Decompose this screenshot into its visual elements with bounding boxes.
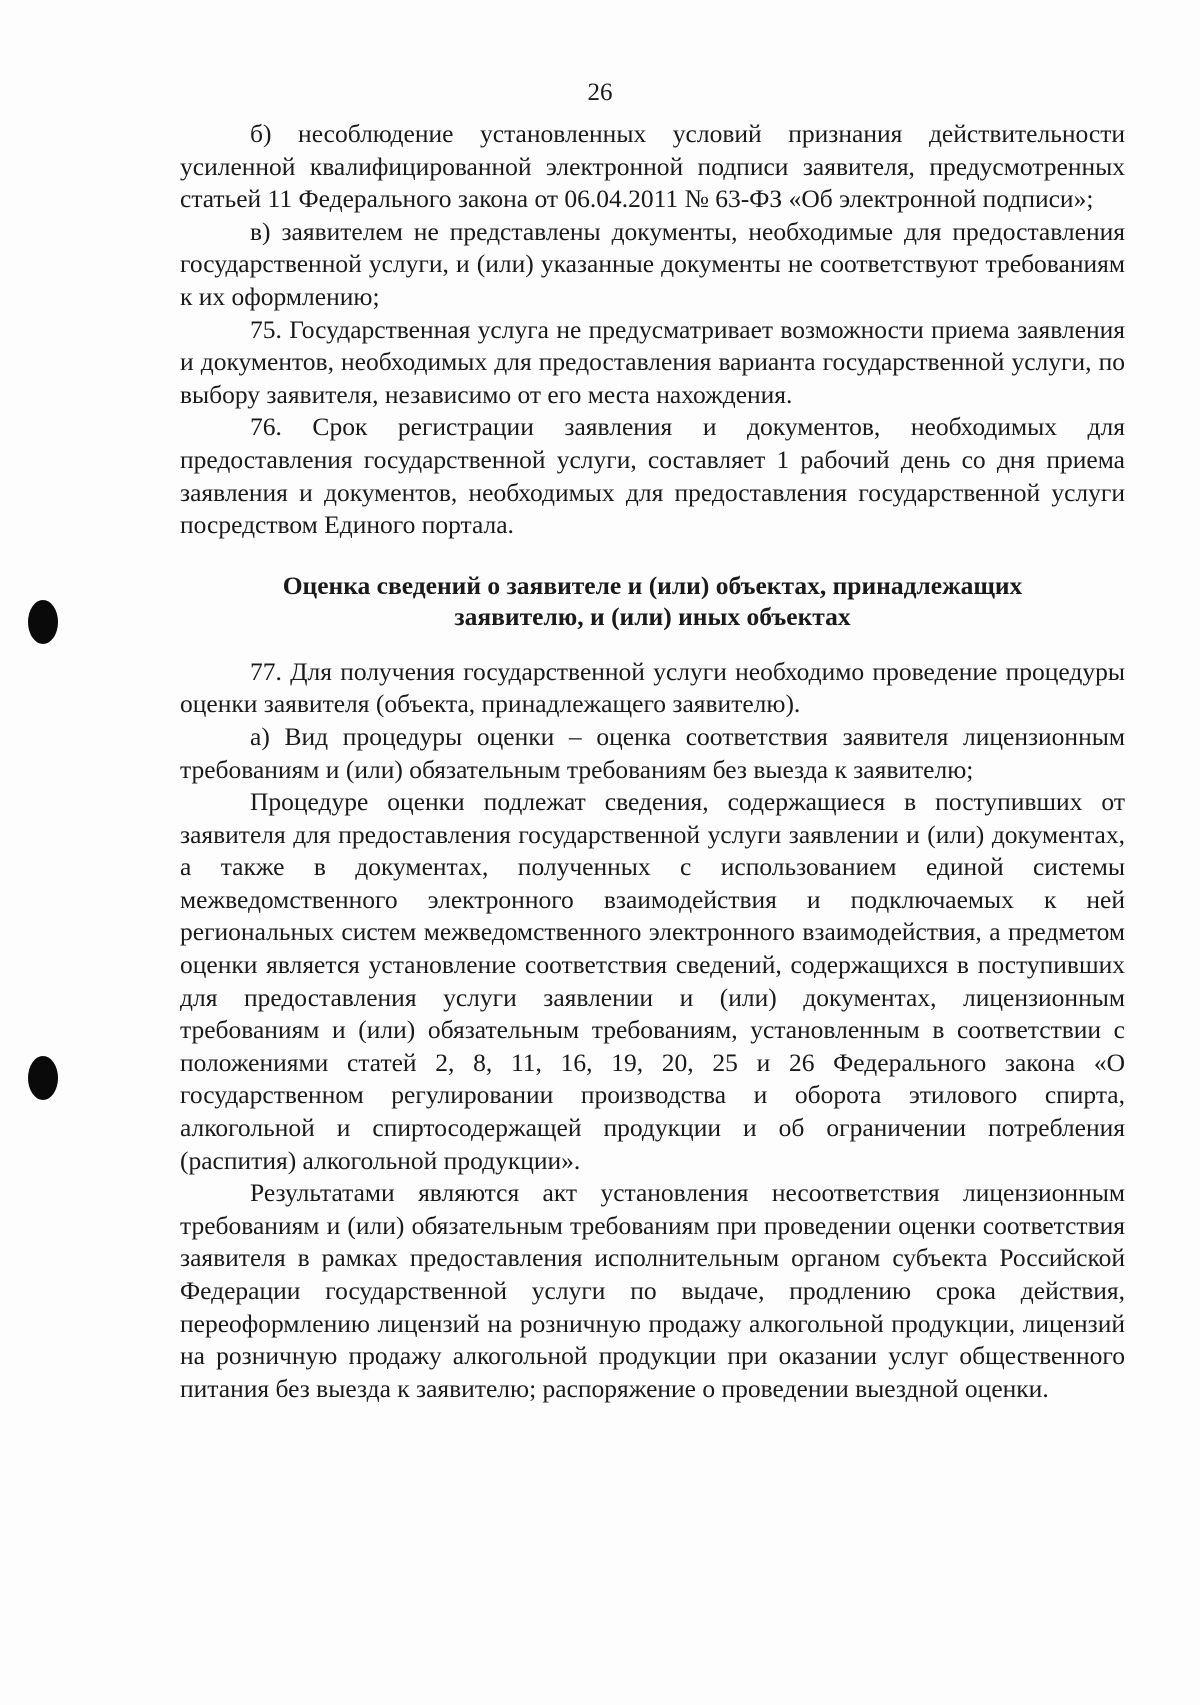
- punch-hole-mark: [28, 600, 58, 644]
- section-heading: Оценка сведений о заявителе и (или) объектах, принадлежащих заявителю, и (или) иных объектах: [282, 570, 1023, 631]
- document-body: [180, 118, 1125, 1405]
- paragraph-item-a: а) Вид процедуры оценки – оценка соответствия заявителя лицензионным требованиям и (или) обязательным требованиям без выезда к заявителю;: [180, 721, 1125, 784]
- paragraph-item-v: в) заявителем не представлены документы, необходимые для предоставления государственной услуги, и (или) указанные документы не соответствуют требованиям к их оформлению;: [180, 216, 1125, 311]
- punch-hole-mark: [28, 1056, 58, 1100]
- paragraph-75: 75. Государственная услуга не предусматривает возможности приема заявления и документов, необходимых для предоставления варианта государственной услуги, по выбору заявителя, независимо от его места нахождения.: [180, 314, 1125, 409]
- paragraph-76: 76. Срок регистрации заявления и документов, необходимых для предоставления государственной услуги, составляет 1 рабочий день со дня приема заявления и документов, необходимых для предоставления государственной услуги посредством Единого портала.: [180, 412, 1125, 540]
- page-number: 26: [587, 79, 613, 106]
- paragraph-77: 77. Для получения государственной услуги необходимо проведение процедуры оценки заявителя (объекта, принадлежащего заявителю).: [180, 656, 1125, 719]
- paragraph-assessment-subject: Процедуре оценки подлежат сведения, содержащиеся в поступивших от заявителя для предоставления государственной услуги заявлении и (или) документах, а также в документах, полученных с использованием единой системы межведомственного электронного взаимодействия и подключаемых к ней региональных систем межведомственного электронного взаимодействия, а предметом оценки является установление соответствия сведений, содержащихся в поступивших для предоставления услуги заявлении и (или) документах, лицензионным требованиям и (или) обязательным требованиям, установленным в соответствии с положениями статей 2, 8, 11, 16, 19, 20, 25 и 26 Федерального закона «О государственном регулировании производства и оборота этилового спирта, алкогольной и спиртосодержащей продукции и об ограничении потребления (распития) алкогольной продукции».: [180, 787, 1125, 1175]
- paragraph-item-b: б) несоблюдение установленных условий признания действительности усиленной квалифицированной электронной подписи заявителя, предусмотренных статьей 11 Федерального закона от 06.04.2011 № 63-ФЗ «Об электронной подписи»;: [180, 119, 1125, 214]
- paragraph-results: Результатами являются акт установления несоответствия лицензионным требованиям и (или) обязательным требованиям при проведении оценки соответствия заявителя в рамках предоставления исполнительным органом субъекта Российской Федерации государственной услуги по выдаче, продлению срока действия, переоформлению лицензий на розничную продажу алкогольной продукции, лицензий на розничную продажу алкогольной продукции при оказании услуг общественного питания без выезда к заявителю; распоряжение о проведении выездной оценки.: [180, 1178, 1125, 1403]
